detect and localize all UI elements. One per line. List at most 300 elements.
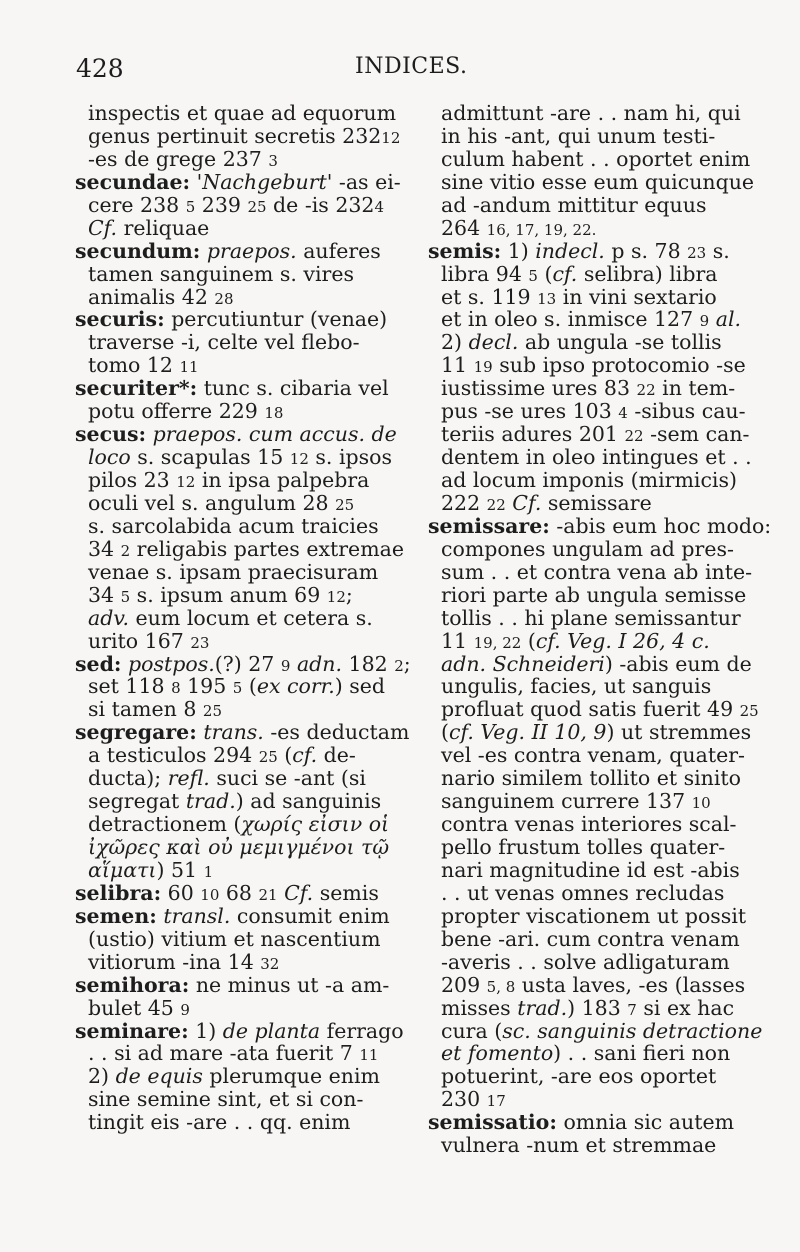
index-text: decl. [468, 330, 519, 355]
index-text: indecl. [535, 238, 605, 263]
index-text: venae s. ipsam praecisuram [88, 559, 379, 584]
index-text: tollis . . hi plane semissantur [441, 605, 741, 630]
index-text: tingit eis -are . . qq. enim [88, 1110, 351, 1135]
index-text: bulet 45 [88, 995, 181, 1020]
index-line [75, 1088, 395, 1111]
index-text: 22 [636, 381, 656, 400]
index-text: de planta [222, 1018, 321, 1043]
index-text: 195 [180, 674, 233, 699]
index-text: 1) [501, 238, 536, 263]
index-line [75, 194, 395, 217]
index-line [428, 675, 740, 698]
index-text: misses [441, 995, 518, 1020]
index-line [75, 240, 395, 263]
index-text: al. [715, 307, 742, 332]
index-headword: secundae: [75, 169, 191, 194]
index-text: sanguinem currere 137 [441, 789, 692, 814]
index-text: 25 [739, 702, 759, 721]
index-text: 22 [486, 495, 506, 514]
index-line [75, 263, 395, 286]
index-text: 5 [120, 587, 131, 606]
index-text: 25 [202, 702, 222, 721]
index-text: 1 [203, 862, 214, 881]
index-text: genus pertinuit secretis 232 [88, 123, 382, 148]
index-text: 7 [627, 1000, 637, 1019]
index-text: 2 [394, 656, 404, 675]
index-text: 182 [342, 651, 395, 676]
index-text: 68 [219, 880, 259, 905]
index-text: 4 [618, 404, 628, 423]
index-line [75, 974, 395, 997]
index-text: 8 [171, 679, 181, 698]
index-text: 21 [258, 885, 278, 904]
index-text: religabis partes extremae [130, 536, 404, 561]
index-text: cf. Veg. II 10, 9 [449, 720, 607, 745]
index-headword: semihora: [75, 972, 190, 997]
index-text: nari magnitudine id est -abis [441, 857, 740, 882]
index-text: in tem- [655, 376, 736, 401]
index-text: et s. 119 [441, 284, 538, 309]
index-line [428, 469, 740, 492]
index-text: semissare [541, 490, 652, 515]
index-line [428, 630, 740, 653]
index-text: 1) [188, 1018, 223, 1043]
index-text: ( [521, 628, 536, 653]
index-line [75, 859, 395, 882]
index-text: ab ungula -se tollis [518, 330, 722, 355]
index-line [75, 607, 395, 630]
index-text: 19, 22 [473, 633, 522, 652]
index-text: animalis 42 [88, 284, 215, 309]
index-text: refl. [167, 766, 210, 791]
index-line [428, 353, 746, 378]
index-text: trad. [517, 995, 568, 1020]
index-text: 10 [200, 885, 220, 904]
index-text: omnia sic autem [556, 1110, 735, 1135]
index-text: 264 [441, 215, 487, 240]
index-text: et in oleo s. inmisce 127 [441, 307, 700, 332]
index-text: αἵματι [88, 857, 157, 882]
index-line [428, 720, 752, 745]
index-line [428, 492, 740, 515]
index-line [428, 125, 740, 148]
index-line [428, 790, 740, 813]
index-line [428, 331, 740, 354]
index-text: pus -se ures 103 [441, 399, 619, 424]
index-text: culum habent . . oportet enim [441, 146, 751, 171]
index-text: s. ipsum anum 69 [130, 582, 327, 607]
index-text: reliquae [117, 215, 210, 240]
index-text: cura ( [441, 1018, 503, 1043]
index-line [75, 1111, 395, 1134]
index-line [428, 951, 740, 974]
index-text: riori parte ab ungula semisse [441, 582, 747, 607]
index-line [75, 331, 395, 354]
index-line [428, 445, 752, 470]
index-text: ) 183 [567, 995, 628, 1020]
running-title: INDICES. [355, 54, 468, 79]
index-text: cf. [552, 261, 578, 286]
index-text: 11 [359, 1046, 379, 1065]
index-text: 32 [260, 954, 280, 973]
index-text: Cf. [88, 215, 118, 240]
index-line [75, 584, 395, 607]
index-text: ( [537, 261, 553, 286]
index-line [75, 148, 395, 171]
index-text: 34 [88, 536, 121, 561]
index-text: 209 [441, 972, 487, 997]
index-text: sine semine sint, et si con- [88, 1087, 364, 1112]
index-text: libra 94 [441, 261, 529, 286]
index-text: adn. [296, 651, 343, 676]
index-text: 16, 17, 19, 22. [486, 220, 597, 239]
index-line [75, 882, 395, 905]
index-text: tomo 12 [88, 353, 180, 378]
index-text: in vini sextario [556, 284, 717, 309]
index-text: ex corr. [256, 674, 335, 699]
index-line [75, 536, 404, 561]
index-text: cf. [292, 743, 318, 768]
index-line [75, 515, 395, 538]
index-line [428, 308, 740, 331]
index-line [75, 698, 395, 721]
index-text: et fomento [441, 1041, 554, 1066]
index-text: teriis adures 201 [441, 422, 625, 447]
index-text: 9 [280, 656, 291, 675]
index-text: 60 [161, 880, 201, 905]
index-text: consumit enim [230, 903, 390, 928]
index-line [428, 997, 740, 1020]
index-text: trad. [185, 789, 236, 814]
index-text: . . si ad mare -ata fuerit 7 [88, 1041, 360, 1066]
index-text: s. sarcolabida acum traicies [88, 513, 379, 538]
index-text: de equis [115, 1064, 203, 1089]
index-line [428, 836, 740, 859]
index-line [75, 286, 395, 309]
index-text: sine vitio esse eum quicunque [441, 169, 755, 194]
index-text: ἰχῶρες καὶ οὐ μεμιγμένοι τῷ [88, 835, 390, 859]
index-text: s. ipsos [308, 445, 393, 470]
index-text: sub ipso protocomio -se [492, 353, 746, 378]
index-text: ad locum imponis (mirmicis) [441, 468, 737, 492]
index-text: 5, 8 [486, 977, 516, 996]
index-text: bene -ari. cum contra venam [441, 926, 740, 951]
index-text: contra venas interiores scal- [441, 812, 737, 837]
index-line [428, 813, 740, 836]
index-text: Cf. [512, 490, 542, 515]
index-line [428, 743, 745, 768]
index-text: oculi vel s. angulum 28 [88, 490, 336, 515]
index-text: -sem can- [643, 422, 750, 447]
index-text: (?) 27 [214, 651, 281, 676]
index-text: si tamen 8 [88, 697, 203, 722]
index-text: ad -andum mittitur equus [441, 192, 707, 217]
index-text: -abis eum hoc modo: [549, 513, 772, 538]
index-line [428, 767, 740, 790]
page-header [0, 54, 800, 90]
index-headword: semissare: [428, 513, 550, 538]
index-text: 18 [264, 404, 284, 423]
index-headword: secus: [75, 422, 147, 447]
index-text: ) ut stremmes [606, 720, 752, 745]
index-line [428, 882, 740, 905]
index-text: suci se -ant (si [209, 766, 366, 791]
index-column-left [75, 101, 411, 1135]
index-text: -sibus cau- [627, 399, 746, 424]
index-text: admittunt -are . . nam hi, qui [441, 101, 741, 125]
index-text: ne minus ut -a am- [189, 972, 390, 997]
index-line [75, 790, 395, 813]
index-text: 2) [441, 330, 469, 355]
index-text: 13 [537, 289, 557, 308]
index-text: iustissime ures 83 [441, 376, 637, 401]
index-line [428, 1088, 740, 1111]
index-line [75, 561, 395, 584]
index-text: s. scapulas 15 [130, 445, 290, 470]
index-text: Nachgeburt [202, 169, 327, 194]
index-line [75, 951, 395, 974]
index-text: ungulis, facies, ut sanguis [441, 674, 712, 699]
index-text: plerumque enim [202, 1064, 380, 1089]
index-line [75, 308, 395, 331]
index-text: de- [317, 743, 356, 768]
index-line [428, 146, 751, 171]
index-text: pilos 23 [88, 468, 177, 492]
index-line [428, 928, 740, 951]
index-text: ; [403, 651, 411, 676]
index-text: selibra) libra [577, 261, 718, 286]
index-headword: selibra: [75, 880, 162, 905]
index-line [75, 836, 395, 859]
index-text: traverse -i, celte vel flebo- [88, 330, 360, 355]
index-line [75, 169, 401, 194]
index-text: si ex hac [636, 995, 735, 1020]
index-headword: semissatio: [428, 1110, 557, 1135]
index-line [75, 997, 395, 1020]
index-text: 23 [190, 633, 210, 652]
index-text: 11 [441, 353, 474, 378]
index-line [428, 538, 740, 561]
index-text: trans. [203, 720, 264, 745]
index-text: ferrago [320, 1018, 404, 1043]
index-text: ' -as ei- [326, 169, 401, 194]
index-text: 23 [687, 243, 707, 262]
index-text: 11 [441, 628, 474, 653]
index-text: 2 [120, 541, 131, 560]
index-text: (ustio) vitium et nascentium [88, 926, 381, 951]
index-line [428, 582, 747, 607]
index-text: transl. [163, 903, 231, 928]
index-headword: seminare: [75, 1018, 189, 1043]
index-text: tamen sanguinem s. vires [88, 261, 355, 286]
index-text: adv. [88, 605, 130, 630]
index-text: 28 [214, 289, 234, 308]
index-text: de -is 232 [266, 192, 375, 217]
index-text: 9 [699, 312, 710, 331]
index-text: in his -ant, qui unum testi- [441, 123, 716, 148]
index-text: vulnera -num et stremmae [441, 1133, 717, 1158]
index-text: 25 [258, 748, 278, 767]
index-line [75, 744, 395, 767]
index-text: 12 [289, 450, 309, 469]
index-text: pello frustum tolles quater- [441, 835, 726, 859]
index-headword: sed: [75, 651, 122, 676]
index-headword: securiter*: [75, 376, 198, 401]
index-text: 5 [528, 266, 538, 285]
index-text: postpos. [128, 651, 215, 676]
index-text: ' [190, 169, 203, 194]
index-line [75, 1065, 395, 1088]
index-headword: securis: [75, 307, 165, 332]
index-text: detractionem ( [88, 812, 242, 837]
index-headword: semis: [428, 238, 502, 263]
index-text: propter viscationem ut possit [441, 903, 747, 928]
index-text: 10 [691, 794, 711, 813]
index-text: segregat [88, 789, 186, 814]
index-line [75, 492, 395, 515]
index-text: p s. 78 [604, 238, 688, 263]
index-text: ) -abis eum de [604, 651, 752, 676]
index-line [428, 422, 750, 447]
index-text: set 118 [88, 674, 172, 699]
index-text: loco [88, 445, 131, 470]
index-text: ) ad sanguinis [235, 789, 382, 814]
index-line [75, 630, 395, 653]
index-text: 4 [374, 197, 385, 216]
index-line [75, 123, 401, 148]
index-line [428, 1065, 740, 1088]
index-text: -es deductam [263, 720, 410, 745]
index-line [428, 972, 746, 997]
index-line [75, 905, 395, 928]
index-line [75, 651, 411, 676]
index-text: 12 [326, 587, 346, 606]
index-headword: secundum: [75, 238, 201, 263]
index-text: vel -es contra venam, quater- [441, 743, 745, 768]
index-text: 17 [486, 1092, 506, 1111]
index-line [75, 377, 395, 400]
index-line [75, 469, 395, 492]
index-line [428, 859, 740, 882]
index-text: -es de grege 237 [88, 146, 269, 171]
index-text: sum . . et contra vena ab inte- [441, 559, 753, 584]
index-line [428, 559, 753, 584]
index-line [428, 217, 740, 240]
index-line [75, 928, 395, 951]
index-text: 12 [176, 473, 196, 491]
index-text: adn. Schneideri [441, 651, 605, 676]
index-text: 34 [88, 582, 121, 607]
index-text: ( [242, 674, 257, 699]
index-text: nario similem tollito et sinito [441, 766, 742, 791]
index-line [428, 513, 772, 538]
index-line [428, 1018, 763, 1043]
index-text: sc. sanguinis detractione [502, 1018, 763, 1043]
index-line [428, 286, 740, 309]
index-line [75, 675, 395, 698]
page-number: 428 [76, 54, 124, 83]
index-text: 25 [247, 197, 267, 216]
index-text: Cf. [284, 880, 314, 905]
index-text: 239 [195, 192, 248, 217]
index-line [428, 651, 752, 676]
index-text: cf. Veg. I 26, 4 c. [535, 628, 710, 653]
index-text: usta laves, -es (lasses [515, 972, 746, 997]
index-text: auferes [296, 238, 381, 263]
index-headword: semen: [75, 903, 157, 928]
index-text: potu offerre 229 [88, 399, 265, 424]
index-text: ducta); [88, 766, 168, 791]
index-text: 5 [185, 197, 196, 216]
index-line [75, 1042, 395, 1065]
index-text: tunc s. cibaria vel [197, 376, 389, 401]
index-text: 230 [441, 1087, 487, 1112]
index-line [75, 102, 395, 125]
index-line [428, 102, 740, 125]
index-text: eum locum et cetera s. [129, 605, 373, 630]
index-text: -averis . . solve adligaturam [441, 949, 730, 974]
index-line [428, 1134, 740, 1157]
index-text: 222 [441, 490, 487, 515]
index-text: vitiorum -ina 14 [88, 949, 261, 974]
index-text: 19 [473, 358, 493, 377]
index-line [428, 1111, 740, 1134]
index-line [75, 217, 395, 240]
index-line [75, 767, 395, 790]
index-text: urito 167 [88, 628, 191, 653]
index-text: ; [345, 582, 353, 607]
index-headword: segregare: [75, 720, 197, 745]
index-text: ( [441, 720, 449, 745]
index-text: 3 [268, 151, 278, 170]
index-line [428, 194, 740, 217]
index-text: 11 [179, 358, 199, 377]
index-text: 9 [180, 1000, 190, 1019]
index-text: inspectis et quae ad equorum [88, 101, 397, 125]
index-text: ( [277, 743, 293, 768]
index-text: . . ut venas omnes recludas [441, 880, 725, 905]
index-text: 5 [232, 679, 243, 698]
index-text: a testiculos 294 [88, 743, 259, 768]
index-text: semis [313, 880, 379, 905]
index-line [428, 263, 740, 286]
index-text: ) . . sani fieri non [553, 1041, 731, 1066]
index-line [75, 400, 395, 423]
index-text: 22 [624, 427, 644, 446]
index-line [428, 607, 740, 630]
index-text: 2) [88, 1064, 116, 1089]
index-line [428, 399, 746, 424]
index-text: χωρίς εἰσιν οἱ [241, 812, 390, 837]
index-line [428, 697, 759, 722]
index-line [428, 169, 755, 194]
index-line [428, 240, 740, 263]
index-line [428, 377, 740, 400]
index-text: ) 51 [156, 857, 204, 882]
index-text: profluat quod satis fuerit 49 [441, 697, 740, 722]
index-text: potuerint, -are eos oportet [441, 1064, 717, 1089]
index-text: in ipsa palpebra [195, 468, 370, 492]
index-text: compones ungulam ad pres- [441, 536, 734, 561]
index-text: praepos. [206, 238, 297, 263]
index-text: dentem in oleo intingues et . . [441, 445, 752, 470]
index-text: praepos. cum accus. de [152, 422, 397, 447]
index-line [75, 446, 395, 469]
index-line [75, 423, 395, 446]
index-line [428, 1042, 740, 1065]
index-text: 25 [335, 495, 355, 514]
index-text: percutiuntur (venae) [164, 307, 388, 332]
